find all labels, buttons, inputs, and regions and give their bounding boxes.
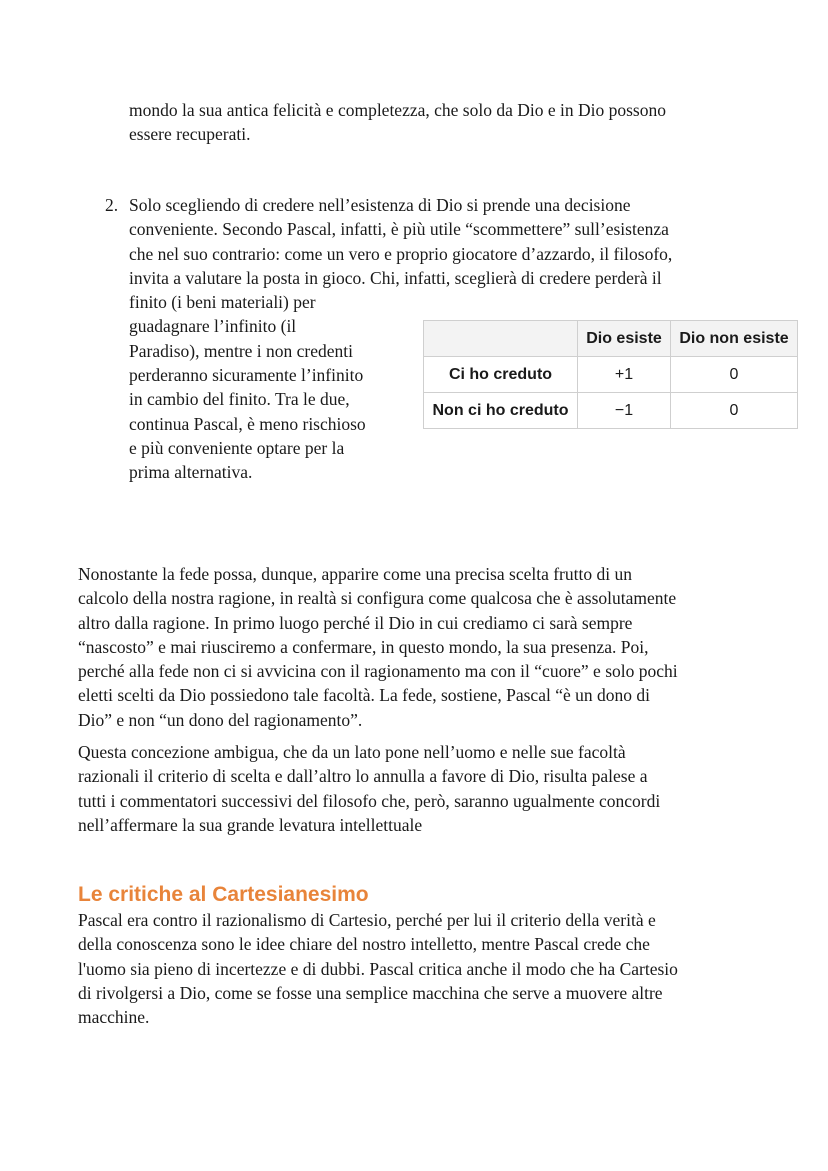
text-line: l'uomo sia pieno di incertezze e di dubbi. Pascal critica anche il modo che ha Cartesio [78,958,678,979]
cartesianism-paragraph [78,908,678,1029]
text-line: prima alternativa. [129,462,253,483]
text-line: Dio” e non “un dono del ragionamento”. [78,709,363,730]
text-line: mondo la sua antica felicità e completezza, che solo da Dio e in Dio possono [129,100,666,120]
text-line: Nonostante la fede possa, dunque, apparire come una precisa scelta frutto di un [78,564,632,584]
ambiguity-paragraph [78,740,660,837]
text-line: Paradiso), mentre i non credenti [129,340,354,361]
table-corner-cell [424,321,578,357]
section-heading: Le critiche al Cartesianesimo [78,883,369,906]
text-line: continua Pascal, è meno rischioso [129,413,366,434]
list-number: 2. [105,195,119,215]
row-header: Ci ho creduto [424,357,578,393]
faith-paragraph [78,562,678,732]
text-line: conveniente. Secondo Pascal, infatti, è più utile “scommettere” sull’esistenza [129,219,669,240]
column-header: Dio esiste [578,321,671,357]
table-row [424,393,798,429]
table-cell: 0 [671,357,798,393]
text-line: tutti i commentatori successivi del filosofo che, però, saranno ugualmente concordi [78,790,661,811]
text-line: perché alla fede non ci si avvicina con il ragionamento ma con il “cuore” e solo pochi [78,661,678,682]
text-line: calcolo della nostra ragione, in realtà si configura come qualcosa che è assolutamente [78,588,677,609]
table-row [424,357,798,393]
text-line: Questa concezione ambigua, che da un lato pone nell’uomo e nelle sue facoltà [78,742,626,762]
text-line: invita a valutare la posta in gioco. Chi, infatti, sceglierà di credere perderà il [129,267,662,288]
text-line: razionali il criterio di scelta e dall’altro lo annulla a favore di Dio, risulta palese a [78,766,648,787]
text-line: perderanno sicuramente l’infinito [129,365,364,386]
intro-paragraph [129,98,666,147]
text-line: Solo scegliendo di credere nell’esistenza di Dio si prende una decisione [129,195,631,215]
text-line: e più conveniente optare per la [129,437,345,458]
text-line: guadagnare l’infinito (il [129,316,297,337]
table-cell: −1 [578,393,671,429]
row-header: Non ci ho creduto [424,393,578,429]
text-line: nell’affermare la sua grande levatura intellettuale [78,814,423,835]
pascal-wager-table [423,320,798,429]
text-line: di rivolgersi a Dio, come se fosse una semplice macchina che serve a muovere altre [78,982,663,1003]
text-line: Pascal era contro il razionalismo di Cartesio, perché per lui il criterio della verità e [78,910,656,930]
text-line: “nascosto” e mai riusciremo a confermare, in questo mondo, la sua presenza. Poi, [78,636,649,657]
text-line: in cambio del finito. Tra le due, [129,389,350,410]
table-header-row [424,321,798,357]
text-line: altro dalla ragione. In primo luogo perché il Dio in cui crediamo ci sarà sempre [78,612,633,633]
table-cell: 0 [671,393,798,429]
text-line: essere recuperati. [129,124,251,145]
text-line: eletti scelti da Dio possiedono tale facoltà. La fede, sostiene, Pascal “è un dono di [78,685,650,706]
column-header: Dio non esiste [671,321,798,357]
text-line: che nel suo contrario: come un vero e proprio giocatore d’azzardo, il filosofo, [129,243,673,264]
text-line: macchine. [78,1007,150,1028]
table-cell: +1 [578,357,671,393]
text-line: della conoscenza sono le idee chiare del nostro intelletto, mentre Pascal crede che [78,934,650,955]
text-line: finito (i beni materiali) per [129,292,316,313]
